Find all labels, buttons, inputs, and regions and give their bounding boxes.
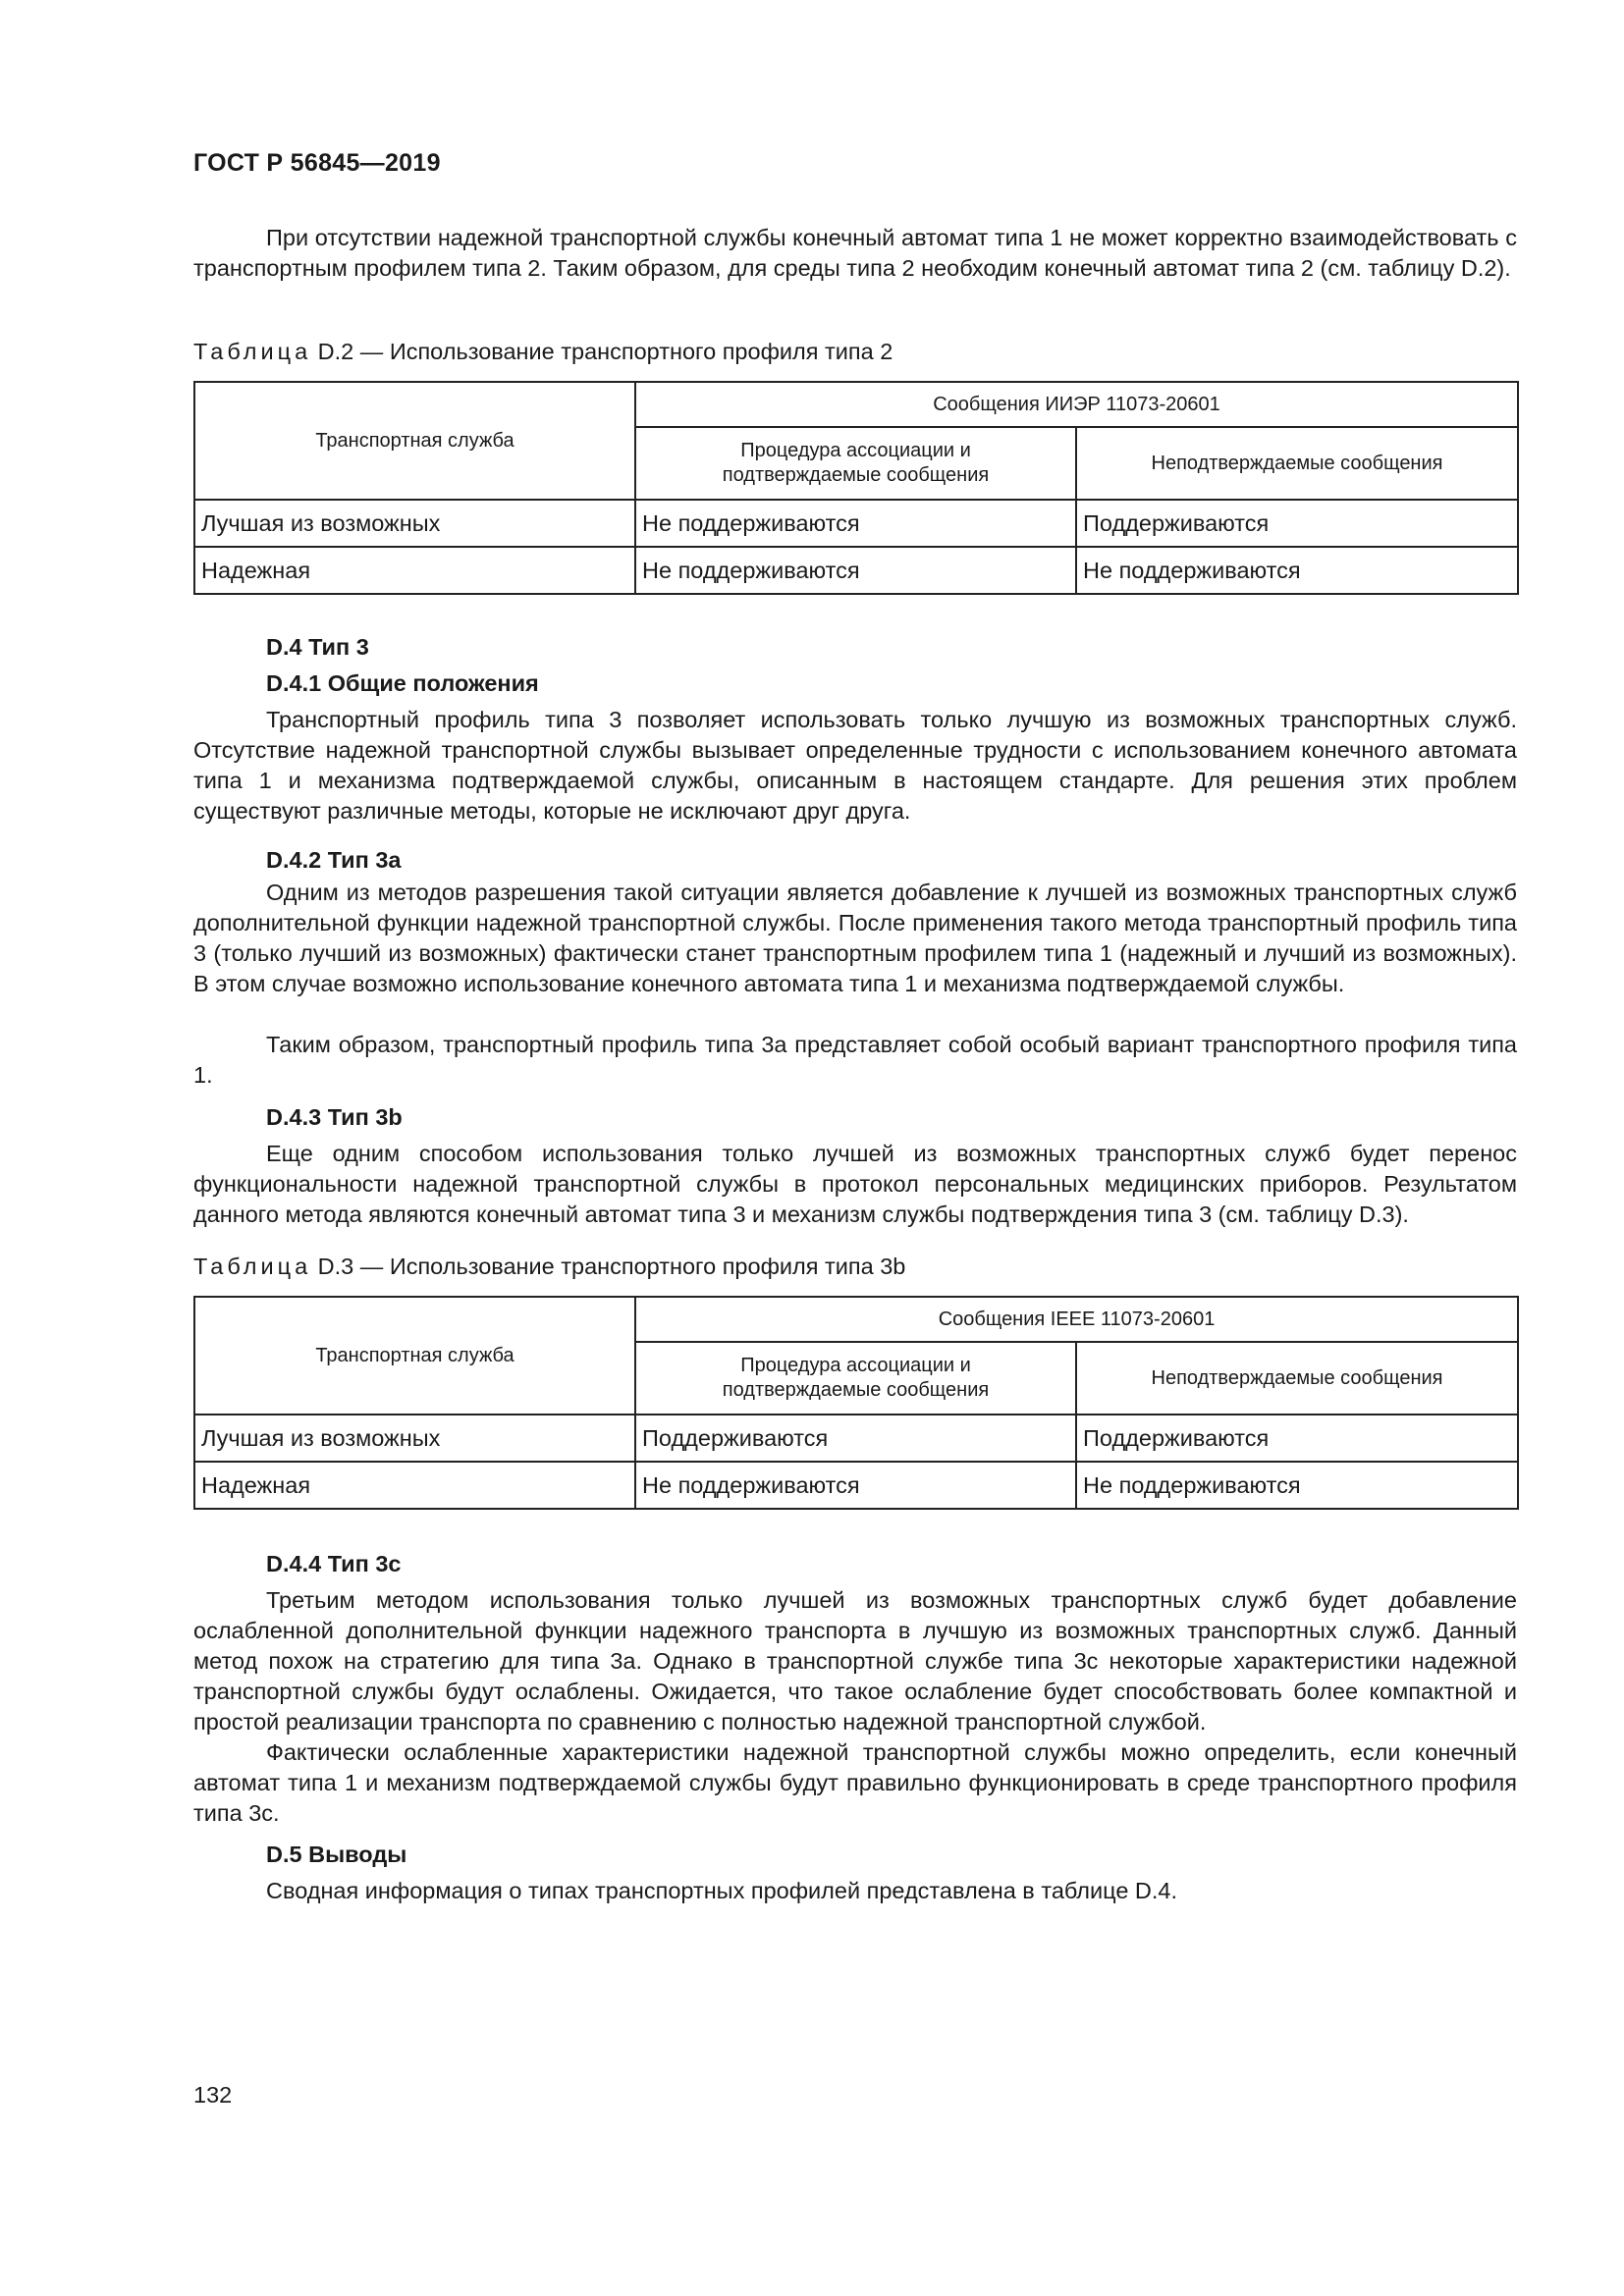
- table-d2-caption-text: D.2 — Использование транспортного профиля типа 2: [311, 339, 893, 364]
- section-d43-paragraph: Еще одним способом использования только лучшей из возможных транспортных служб будет перенос функциональности надежной транспортной службы в протокол персональных медицинских приборов. Результатом данного метода являются конечный автомат типа 3 и механизм службы подтверждения типа 3 (см. таблицу D.3).: [193, 1141, 1517, 1227]
- intro-paragraph: При отсутствии надежной транспортной службы конечный автомат типа 1 не может корректно взаимодействовать с транспортным профилем типа 2. Таким образом, для среды типа 2 необходим конечный автомат типа 2 (см. таблицу D.2).: [193, 225, 1517, 281]
- table-cell: Не поддерживаются: [635, 500, 1076, 547]
- table-d3-caption: [193, 1252, 1517, 1282]
- section-d41-heading: D.4.1 Общие положения: [266, 670, 539, 696]
- table-cell: Надежная: [194, 1462, 635, 1509]
- table-cell: Поддерживаются: [1076, 1415, 1518, 1462]
- section-d42-paragraph-1: Одним из методов разрешения такой ситуации является добавление к лучшей из возможных транспортных служб дополнительной функции надежной транспортной службы. После применения такого метода транспортный профиль типа 3 (только лучший из возможных) фактически станет транспортным профилем типа 1 (надежный и лучший из возможных). В этом случае возможно использование конечного автомата типа 1 и механизма подтверждаемой службы.: [193, 880, 1517, 996]
- table-cell: Поддерживаются: [1076, 500, 1518, 547]
- table-d2-caption: [193, 337, 1517, 367]
- table-d2-header-assoc: Процедура ассоциации и подтверждаемые сообщения: [635, 427, 1076, 500]
- table-d2-header-unconfirmed: Неподтверждаемые сообщения: [1076, 427, 1518, 500]
- section-d44-heading: D.4.4 Тип 3с: [266, 1551, 402, 1576]
- page-number: 132: [193, 2082, 233, 2108]
- section-d43-heading: D.4.3 Тип 3b: [266, 1104, 403, 1130]
- section-d42-paragraph-2: Таким образом, транспортный профиль типа 3а представляет собой особый вариант транспортного профиля типа 1.: [193, 1032, 1517, 1088]
- table-cell: Не поддерживаются: [1076, 1462, 1518, 1509]
- table-d2-caption-prefix: Таблица: [193, 339, 312, 364]
- table-d3-header-unconfirmed: Неподтверждаемые сообщения: [1076, 1342, 1518, 1415]
- table-cell: Не поддерживаются: [635, 547, 1076, 594]
- table-cell: Не поддерживаются: [635, 1462, 1076, 1509]
- table-cell: Лучшая из возможных: [194, 500, 635, 547]
- table-d2: [193, 381, 1519, 595]
- table-row: [194, 547, 1518, 594]
- table-d2-header-service: Транспортная служба: [194, 382, 635, 500]
- section-d44-paragraph-1: Третьим методом использования только лучшей из возможных транспортных служб будет добавление ослабленной дополнительной функции надежного транспорта в лучшую из возможных транспортных служб. Данный метод похож на стратегию для типа 3а. Однако в транспортной службе типа 3с некоторые характеристики надежной транспортной службы будут ослаблены. Ожидается, что такое ослабление будет способствовать более компактной и простой реализации транспорта по сравнению с полностью надежной транспортной службой.: [193, 1587, 1517, 1735]
- section-d41-paragraph: Транспортный профиль типа 3 позволяет использовать только лучшую из возможных транспортных служб. Отсутствие надежной транспортной службы вызывает определенные трудности с использованием конечного автомата типа 1 и механизма подтверждаемой службы, описанным в настоящем стандарте. Для решения этих проблем существуют различные методы, которые не исключают друг друга.: [193, 707, 1517, 824]
- table-cell: Лучшая из возможных: [194, 1415, 635, 1462]
- table-d3-header-service: Транспортная служба: [194, 1297, 635, 1415]
- table-d3-caption-text: D.3 — Использование транспортного профиля типа 3b: [311, 1254, 906, 1279]
- table-row: [194, 500, 1518, 547]
- section-d4-heading: D.4 Тип 3: [266, 634, 369, 660]
- section-d42-heading: D.4.2 Тип 3а: [266, 847, 402, 873]
- table-row: [194, 1415, 1518, 1462]
- section-d44-paragraph-2: Фактически ослабленные характеристики надежной транспортной службы можно определить, если конечный автомат типа 1 и механизм подтверждаемой службы будут правильно функционировать в среде транспортного профиля типа 3с.: [193, 1739, 1517, 1826]
- table-d3-header-assoc: Процедура ассоциации и подтверждаемые сообщения: [635, 1342, 1076, 1415]
- document-header: ГОСТ Р 56845—2019: [193, 149, 441, 177]
- table-d3: [193, 1296, 1519, 1510]
- table-cell: Надежная: [194, 547, 635, 594]
- section-d5-paragraph: Сводная информация о типах транспортных профилей представлена в таблице D.4.: [266, 1878, 1178, 1903]
- section-d5-heading: D.5 Выводы: [266, 1842, 407, 1867]
- table-d2-header-group: Сообщения ИИЭР 11073-20601: [635, 382, 1518, 427]
- table-cell: Поддерживаются: [635, 1415, 1076, 1462]
- table-cell: Не поддерживаются: [1076, 547, 1518, 594]
- table-d3-header-group: Сообщения IEEE 11073-20601: [635, 1297, 1518, 1342]
- table-d3-caption-prefix: Таблица: [193, 1254, 312, 1279]
- table-row: [194, 1462, 1518, 1509]
